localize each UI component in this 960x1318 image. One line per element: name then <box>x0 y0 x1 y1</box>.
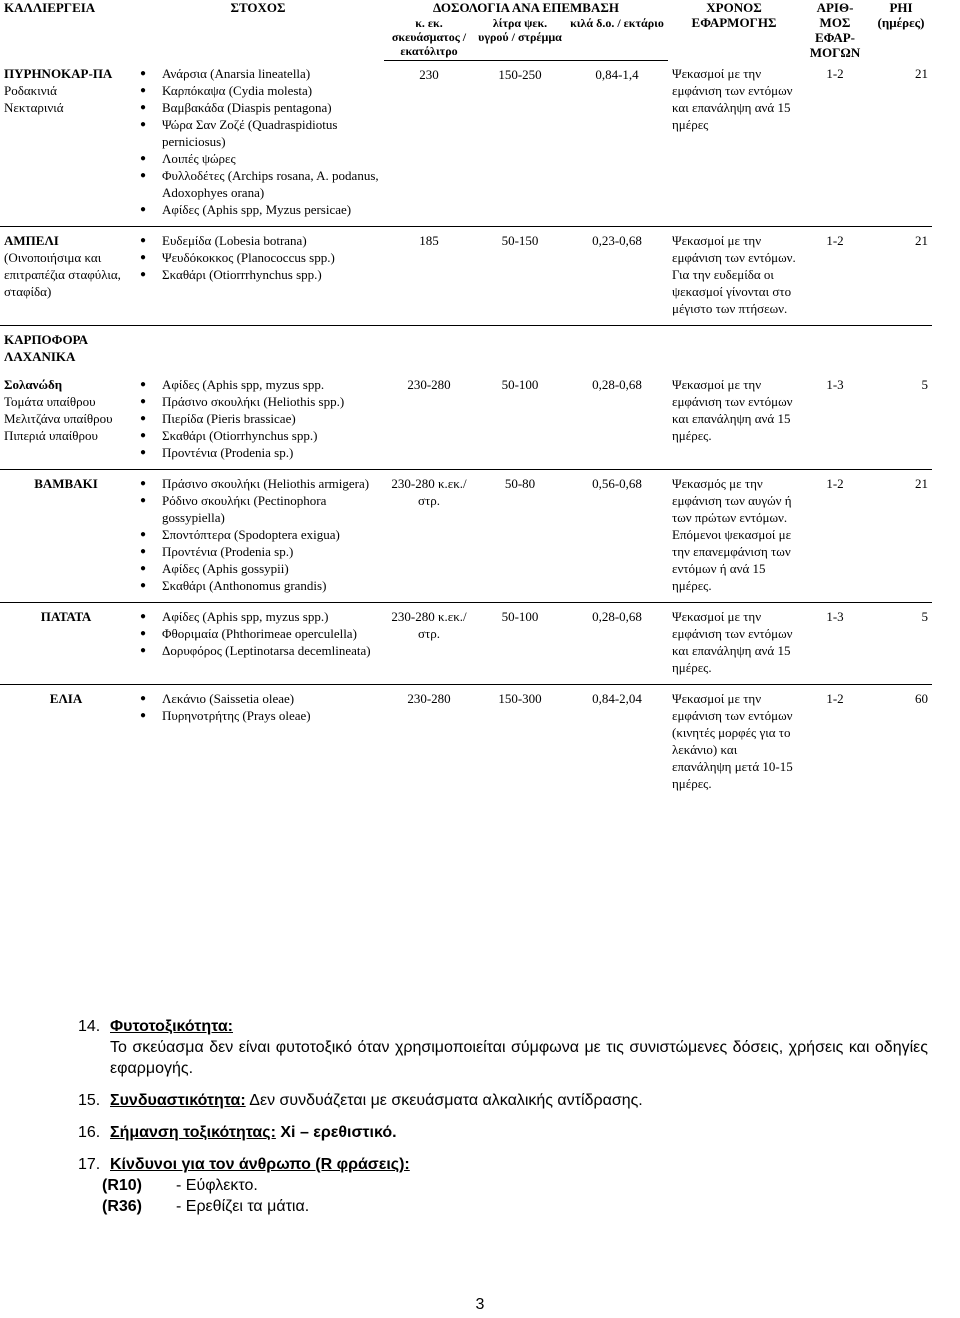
section-title: Κίνδυνοι για τον άνθρωπο (R φράσεις): <box>110 1156 410 1173</box>
table-row <box>0 685 932 801</box>
section-number: 17. <box>78 1156 101 1173</box>
crop-title: ΠΑΤΑΤΑ <box>40 609 92 624</box>
pest-name: Αφίδες (Aphis spp, myzus spp.) <box>162 609 329 624</box>
phi-days: 5 <box>870 603 932 685</box>
section-body: Xi – ερεθιστικό. <box>280 1124 397 1141</box>
active-per-hectare: 0,84-1,4 <box>595 66 639 82</box>
header-spray-volume: λίτρα ψεκ. υγρού / στρέμμα <box>474 16 566 60</box>
risk-text: - Ερεθίζει τα μάτια. <box>176 1198 310 1215</box>
pest-list <box>136 65 380 218</box>
section-number: 15. <box>78 1092 101 1109</box>
application-count: 1-2 <box>826 66 844 81</box>
section-human-hazards <box>78 1154 928 1217</box>
section-heading-cell <box>0 326 932 372</box>
pest-item <box>140 201 380 218</box>
application-count: 1-2 <box>800 227 870 326</box>
bullet-icon: ● <box>140 693 147 704</box>
section-body: Το σκεύασμα δεν είναι φυτοτοξικό όταν χρησιμοποιείται σύμφωνα με τις συνιστώμενες δόσεις, χρήσεις και οδηγίες εφαρμογής. <box>110 1039 928 1077</box>
pest-name: Προντένια (Prodenia sp.) <box>162 445 294 460</box>
pest-name: Αφίδες (Aphis spp, Myzus persicae) <box>162 202 352 217</box>
pest-name: Σκαθάρι (Anthonomus grandis) <box>162 578 327 593</box>
bullet-icon: ● <box>140 580 147 591</box>
pest-name: Πράσινο σκουλήκι (Heliothis spp.) <box>162 394 345 409</box>
header-active-per-hectare: κιλά δ.ο. / εκτάριο <box>566 16 668 60</box>
pest-name: Βαμβακάδα (Diaspis pentagona) <box>162 100 332 115</box>
application-count: 1-3 <box>826 377 844 392</box>
bullet-icon: ● <box>140 379 147 390</box>
bullet-icon: ● <box>140 611 147 622</box>
dose-per-hectolitre: 230 <box>419 66 439 82</box>
pest-item <box>140 266 380 283</box>
bullet-icon: ● <box>140 252 147 263</box>
target-cell <box>132 685 384 801</box>
pest-name: Δορυφόρος (Leptinotarsa decemlineata) <box>162 643 371 658</box>
table-row <box>0 60 932 227</box>
dose-per-hectolitre: 230-280 κ.εκ./στρ. <box>384 603 474 685</box>
target-cell <box>132 227 384 326</box>
pest-name: Φθοριμαία (Phthorimeae operculella) <box>162 626 357 641</box>
application-time: Ψεκασμοί με την εμφάνιση των εντόμων και επανάληψη ανά 15 ημέρες. <box>668 603 800 685</box>
dose-per-hectolitre: 230-280 <box>407 377 451 392</box>
dose-per-hectolitre: 185 <box>384 227 474 326</box>
phi-days: 21 <box>870 227 932 326</box>
pest-item <box>140 690 380 707</box>
pest-item <box>140 444 380 461</box>
crop-subtitle: Πιπεριά υπαίθρου <box>4 428 98 443</box>
spray-volume: 50-100 <box>474 603 566 685</box>
application-time: Ψεκασμός με την εμφάνιση των αυγών ή των πρώτων εντόμων. Επόμενοι ψεκασμοί με την επανεμφάνιση των εντόμων ή ανά 15 ημέρες. <box>668 470 800 603</box>
pest-item <box>140 116 380 150</box>
dose-per-hectolitre: 230-280 <box>384 685 474 801</box>
pest-item <box>140 577 380 594</box>
crop-title: ΑΜΠΕΛΙ <box>4 233 59 248</box>
pest-item <box>140 82 380 99</box>
bullet-icon: ● <box>140 153 147 164</box>
pest-name: Προντένια (Prodenia sp.) <box>162 544 294 559</box>
application-count: 1-2 <box>800 470 870 603</box>
pest-item <box>140 150 380 167</box>
pest-list <box>136 690 380 724</box>
pest-name: Πράσινο σκουλήκι (Heliothis armigera) <box>162 476 370 491</box>
bullet-icon: ● <box>140 710 147 721</box>
pest-name: Πυρηνοτρήτης (Prays oleae) <box>162 708 311 723</box>
section-phytotoxicity <box>78 1016 928 1079</box>
dose-per-hectolitre: 230-280 κ.εκ./στρ. <box>384 470 474 603</box>
crop-title: Σολανώδη <box>4 377 63 392</box>
page-number: 3 <box>475 1296 485 1313</box>
table-row <box>0 227 932 326</box>
crop-cell <box>0 371 132 470</box>
pest-item <box>140 642 380 659</box>
pest-item <box>140 99 380 116</box>
pest-item <box>140 232 380 249</box>
bullet-icon: ● <box>140 102 147 113</box>
bullet-icon: ● <box>140 628 147 639</box>
pest-name: Ρόδινο σκουλήκι (Pectinophora gossypiella) <box>162 493 327 525</box>
risk-code: (R36) <box>102 1198 143 1215</box>
bullet-icon: ● <box>140 170 147 181</box>
pest-item <box>140 376 380 393</box>
pest-item <box>140 393 380 410</box>
target-cell <box>132 60 384 227</box>
phi-days: 21 <box>915 66 928 81</box>
crop-cell <box>0 470 132 603</box>
header-phi: PHI (ημέρες) <box>877 0 925 30</box>
section-title: Σήμανση τοξικότητας: <box>110 1124 276 1141</box>
table-row <box>0 371 932 470</box>
pest-name: Αφίδες (Aphis spp, myzus spp. <box>162 377 325 392</box>
label-sections <box>78 1016 928 1228</box>
pest-item <box>140 543 380 560</box>
crop-subtitle: Ροδακινιά <box>4 83 57 98</box>
header-application-count: ΑΡΙΘ-ΜΟΣ ΕΦΑΡ-ΜΟΓΩΝ <box>809 0 861 60</box>
section-header-row <box>0 326 932 372</box>
pest-name: Σκαθάρι (Otiorrrhynchus spp.) <box>162 267 322 282</box>
bullet-icon: ● <box>140 68 147 79</box>
crop-title: ΕΛΙΑ <box>49 691 83 706</box>
crop-subtitle: Νεκταρινιά <box>4 100 64 115</box>
risk-code: (R10) <box>102 1177 143 1194</box>
bullet-icon: ● <box>140 396 147 407</box>
header-application-time: ΧΡΟΝΟΣ ΕΦΑΡΜΟΓΗΣ <box>691 0 777 30</box>
application-time: Ψεκασμοί με την εμφάνιση των εντόμων και επανάληψη ανά 15 ημέρες <box>672 66 793 132</box>
phi-days: 5 <box>921 377 928 392</box>
application-time: Ψεκασμοί με την εμφάνιση των εντόμων (κινητές μορφές για το λεκάνιο) και επανάληψη μετά 10-15 ημέρες. <box>668 685 800 801</box>
active-per-hectare: 0,28-0,68 <box>566 603 668 685</box>
section-toxicity-labeling <box>78 1122 928 1143</box>
pest-item <box>140 526 380 543</box>
pest-name: Ευδεμίδα (Lobesia botrana) <box>162 233 307 248</box>
pest-list <box>136 232 380 283</box>
pest-item <box>140 167 380 201</box>
crop-cell <box>0 685 132 801</box>
bullet-icon: ● <box>140 235 147 246</box>
application-time: Ψεκασμοί με την εμφάνιση των εντόμων. Για την ευδεμίδα οι ψεκασμοί γίνονται στο μέγιστο των πτήσεων. <box>668 227 800 326</box>
section-heading: ΚΑΡΠΟΦΟΡΑ ΛΑΧΑΝΙΚΑ <box>4 332 88 364</box>
table-body <box>0 60 932 800</box>
crop-subtitle: Τομάτα υπαίθρου <box>4 394 96 409</box>
pest-list <box>136 376 380 461</box>
bullet-icon: ● <box>140 645 147 656</box>
pest-item <box>140 410 380 427</box>
active-per-hectare: 0,84-2,04 <box>566 685 668 801</box>
pest-item <box>140 560 380 577</box>
risk-phrase <box>78 1196 928 1217</box>
crop-cell <box>0 227 132 326</box>
target-cell <box>132 371 384 470</box>
active-per-hectare: 0,56-0,68 <box>566 470 668 603</box>
crop-cell <box>0 603 132 685</box>
crop-title: ΠΥΡΗΝΟΚΑΡ-ΠΑ <box>4 66 113 81</box>
target-cell <box>132 603 384 685</box>
spray-volume: 150-300 <box>474 685 566 801</box>
spray-volume: 150-250 <box>498 66 542 82</box>
pest-item <box>140 608 380 625</box>
crop-cell <box>0 60 132 227</box>
pest-name: Λοιπές ψώρες <box>162 151 236 166</box>
header-target: ΣΤΟΧΟΣ <box>230 0 286 15</box>
crop-title: ΒΑΜΒΑΚΙ <box>34 476 98 491</box>
crop-subtitle: (Οινοποιήσιμα και επιτραπέζια σταφύλια, σταφίδα) <box>4 250 121 299</box>
bullet-icon: ● <box>140 204 147 215</box>
table-row <box>0 603 932 685</box>
pest-name: Καρπόκαψα (Cydia molesta) <box>162 83 313 98</box>
bullet-icon: ● <box>140 413 147 424</box>
phi-days: 60 <box>870 685 932 801</box>
spray-volume: 50-150 <box>474 227 566 326</box>
pest-name: Λεκάνιο (Saissetia oleae) <box>162 691 295 706</box>
bullet-icon: ● <box>140 529 147 540</box>
table-header <box>0 0 932 60</box>
spray-volume: 50-80 <box>474 470 566 603</box>
pest-item <box>140 249 380 266</box>
bullet-icon: ● <box>140 269 147 280</box>
bullet-icon: ● <box>140 563 147 574</box>
bullet-icon: ● <box>140 447 147 458</box>
pest-item <box>140 65 380 82</box>
header-crop: ΚΑΛΛΙΕΡΓΕΙΑ <box>4 0 96 15</box>
pest-name: Πιερίδα (Pieris brassicae) <box>162 411 296 426</box>
risk-text: - Εύφλεκτο. <box>176 1177 258 1194</box>
section-number: 16. <box>78 1124 101 1141</box>
section-title: Συνδυαστικότητα: <box>110 1092 246 1109</box>
header-dosage: ΔΟΣΟΛΟΓΙΑ ΑΝΑ ΕΠΕΜΒΑΣΗ <box>433 0 619 15</box>
active-per-hectare: 0,28-0,68 <box>592 377 642 392</box>
pest-item <box>140 475 380 492</box>
pest-list <box>136 475 380 594</box>
section-body: Δεν συνδυάζεται με σκευάσματα αλκαλικής αντίδρασης. <box>249 1092 643 1109</box>
pest-name: Αφίδες (Aphis gossypii) <box>162 561 289 576</box>
pest-name: Φυλλοδέτες (Archips rosana, A. podanus, Adoxophyes orana) <box>162 168 379 200</box>
section-number: 14. <box>78 1018 101 1035</box>
bullet-icon: ● <box>140 119 147 130</box>
pest-name: Ανάρσια (Anarsia lineatella) <box>162 66 311 81</box>
pest-item <box>140 427 380 444</box>
risk-phrase <box>78 1175 928 1196</box>
header-dose-per-hectolitre: κ. εκ. σκευάσματος / εκατόλιτρο <box>384 16 474 60</box>
pest-item <box>140 625 380 642</box>
pest-name: Ψευδόκοκκος (Planococcus spp.) <box>162 250 335 265</box>
phi-days: 21 <box>870 470 932 603</box>
pest-list <box>136 608 380 659</box>
pest-item <box>140 707 380 724</box>
bullet-icon: ● <box>140 546 147 557</box>
pest-name: Σποντόπτερα (Spodoptera exigua) <box>162 527 340 542</box>
section-compatibility <box>78 1090 928 1111</box>
pest-name: Ψώρα Σαν Ζοζέ (Quadraspidiotus perniciosus) <box>162 117 338 149</box>
bullet-icon: ● <box>140 85 147 96</box>
pest-name: Σκαθάρι (Otiorrhynchus spp.) <box>162 428 318 443</box>
section-title: Φυτοτοξικότητα: <box>110 1018 233 1035</box>
bullet-icon: ● <box>140 495 147 506</box>
bullet-icon: ● <box>140 478 147 489</box>
crop-subtitle: Μελιτζάνα υπαίθρου <box>4 411 113 426</box>
application-count: 1-2 <box>800 685 870 801</box>
spray-volume: 50-100 <box>501 377 539 392</box>
bullet-icon: ● <box>140 430 147 441</box>
application-count: 1-3 <box>800 603 870 685</box>
table-row <box>0 470 932 603</box>
pest-item <box>140 492 380 526</box>
target-cell <box>132 470 384 603</box>
active-per-hectare: 0,23-0,68 <box>566 227 668 326</box>
application-time: Ψεκασμοί με την εμφάνιση των εντόμων και επανάληψη ανά 15 ημέρες. <box>672 377 793 443</box>
